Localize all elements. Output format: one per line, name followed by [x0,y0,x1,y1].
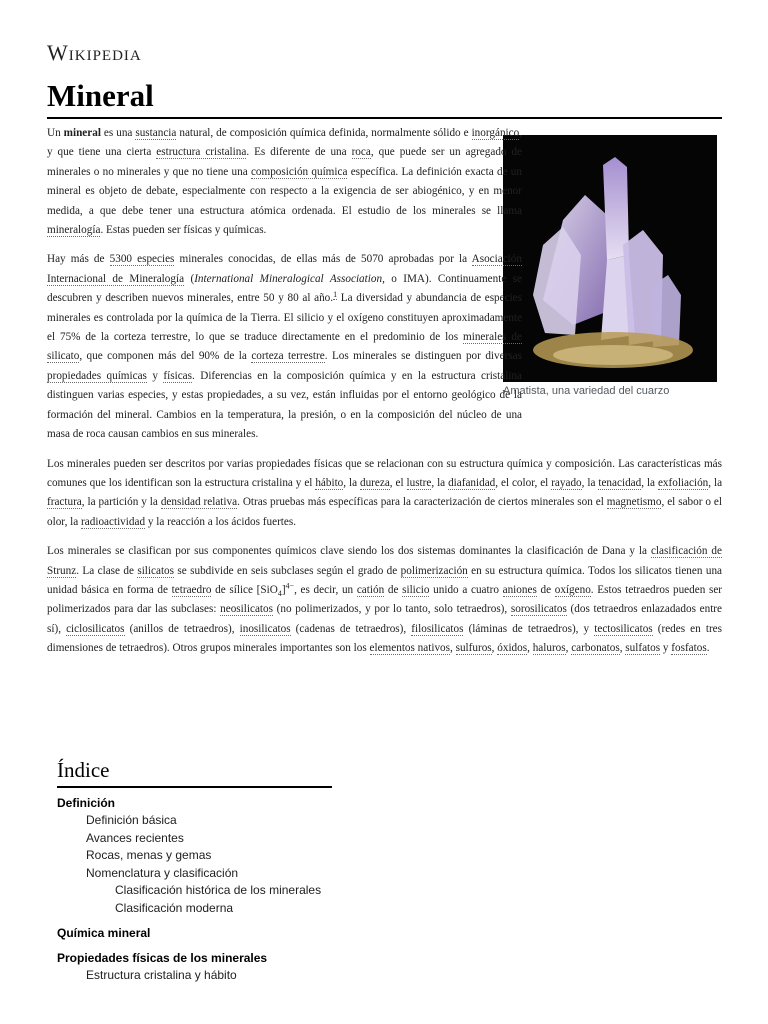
text-run: , la [708,476,723,489]
wiki-link[interactable]: inosilicatos [239,622,291,635]
text-run: se subdivide en seis subclases según el grado de [174,564,401,577]
wiki-link[interactable]: minerales de silicato [47,331,522,363]
text-run: (anillos de tetraedros), [124,622,240,635]
wiki-link[interactable]: óxidos [497,642,528,655]
toc-item[interactable]: Nomenclatura y clasificación [86,865,239,880]
figure-caption: Amatista, una variedad del cuarzo [503,385,670,397]
wiki-link[interactable]: sulfatos [625,642,661,655]
text-run: 4− [285,581,295,591]
wiki-link[interactable]: tetraedro [171,583,212,596]
text-run: , el sabor o el olor, la [47,496,722,528]
text-run: , la [581,476,599,489]
text-run: y [146,369,164,382]
wiki-link[interactable]: clasificación de Strunz [47,545,722,577]
text-run: Diferencias en la composición química y en la estructura cristalina distinguen varias especies, y estas propiedades, a su vez, están influidas por el entorno geológico de la formación del mineral. Cambios en la temperatura, la presión, o en la composición del núcleo de una masa de roca causan cambios en sus minerales. [47,369,523,441]
figure-spacer [532,124,722,414]
wiki-link[interactable]: corteza terrestre [251,350,325,363]
wiki-link[interactable]: estructura cristalina [156,146,247,159]
text-run: La diversidad y abundancia de especies minerales es controlada por la química de la Tierra. El silicio y el oxígeno constituyen aproximadamente el 75% de la corteza terrestre, lo que se traduce directamente en el predominio de los [47,292,523,344]
wiki-link[interactable]: magnetismo [606,496,662,509]
text-run: natural, de composición química definida, normalmente sólido e [176,127,472,139]
text-run: , la [641,476,658,489]
toc-item[interactable]: Clasificación histórica de los minerales [115,883,322,897]
toc-item[interactable]: Estructura cristalina y hábito [86,968,237,982]
text-run: , [619,642,626,655]
table-of-contents [57,758,332,985]
text-run: Los minerales pueden ser descritos por varias propiedades físicas que se relacionan con su estructura química y composición. Las características más comunes que los identifican son la estructura cristalina y el [47,457,722,489]
text-run: (redes en tres dimensiones de tetraedros). Otros grupos minerales importantes son los [47,622,722,655]
wiki-link[interactable]: 5300 especies [109,253,175,266]
text-run: , [527,642,533,655]
text-run: . La clase de [76,564,138,577]
toc-list [57,795,332,985]
wiki-link[interactable]: silicatos [137,564,175,577]
wiki-link[interactable]: dureza [359,476,390,489]
text-run: (no polimerizados, y por lo tanto, solo tetraedros), [272,603,511,616]
wiki-link[interactable]: oxígeno [554,583,591,596]
wiki-link[interactable]: sulfuros [455,642,492,655]
text-run: , es decir, un [294,583,357,596]
text-run: , la [431,476,449,489]
text-run: 4 [277,589,282,599]
wiki-link[interactable]: carbonatos [571,642,620,655]
text-run: , [450,642,456,655]
wiki-link[interactable]: filosilicatos [411,622,464,635]
wiki-link[interactable]: polimerización [400,564,468,577]
wiki-link[interactable]: composición química [250,165,348,178]
text-run: de [536,583,555,596]
wiki-link[interactable]: rayado [551,476,582,489]
text-run: de [384,583,403,596]
page-title: Mineral [47,78,154,113]
text-run: Hay más de [47,253,110,266]
title-divider [47,117,722,119]
text-run: minerales conocidas, de ellas más de 5070 aprobadas por la [174,253,472,266]
wiki-link[interactable]: hábito [315,476,344,489]
text-run: (láminas de tetraedros), y [463,622,595,635]
wiki-link[interactable]: catión [356,583,385,596]
wiki-link[interactable]: físicas [163,369,192,382]
wiki-link[interactable]: silicio [402,583,430,596]
text-run: es una [100,127,136,139]
wiki-link[interactable]: sustancia [135,127,177,139]
toc-item[interactable]: Rocas, menas y gemas [86,848,212,862]
reference-link[interactable]: 1 [333,289,338,299]
text-run: específica. La definición exacta de un mineral es objeto de debate, especialmente con respecto a la exigencia de ser abiogénico, y en menor medida, a que debe tener una estructura atómica ordenada. El estudio de los minerales se llama [47,165,522,217]
wiki-link[interactable]: ciclosilicatos [66,622,125,635]
wiki-link[interactable]: lustre [406,476,432,489]
text-run: . Es diferente de una [246,146,352,159]
text-run: ] [281,583,286,596]
text-run: , la [343,476,360,489]
text-run: , el color, el [495,476,552,489]
wikipedia-logo[interactable]: Wikipedia [47,40,142,65]
wiki-link[interactable]: sorosilicatos [510,603,567,616]
text-run: ( [184,272,195,285]
text-run: . Otras pruebas más específicas para la caracterización de ciertos minerales son el [237,496,607,509]
text-run: , y que tiene una cierta [47,127,522,159]
text-run: (dos tetraedros enlazadados entre sí), [47,603,722,635]
toc-item[interactable]: Química mineral [57,926,151,940]
text-run: , que puede ser un agregado de minerales o no minerales y que no tiene una [47,146,523,178]
wiki-link[interactable]: haluros [532,642,566,655]
text-run: Un [47,127,64,139]
toc-gap [57,942,332,950]
text-run: . [706,642,710,655]
text-run: , o IMA). Continuamente se descubren y describen nuevos minerales, entre 50 y 80 al año. [47,272,523,305]
text-run: Los minerales se clasifican por sus componentes químicos clave siendo los dos sistemas dominantes la clasificación de Dana y la [47,545,651,558]
wiki-link[interactable]: tectosilicatos [594,622,653,635]
toc-item[interactable]: Propiedades físicas de los minerales [57,951,268,965]
wiki-link[interactable]: exfoliación [657,476,709,489]
text-run: en su estructura química. Todos los silicatos tienen una unidad básica en forma de [47,564,723,596]
wiki-link[interactable]: inorgánico [471,127,520,139]
wiki-link[interactable]: mineralogía [47,224,101,237]
text-run: , la partición y la [81,496,161,509]
wiki-link[interactable]: tenacidad [598,476,642,489]
text-run: . Estas pueden ser físicas y químicas. [100,224,267,237]
text-run: . Los minerales se distinguen por diversas [324,350,522,363]
text-run: y [660,642,672,655]
wiki-link[interactable]: roca [351,146,371,159]
article-paragraph [47,542,722,658]
wiki-link[interactable]: elementos nativos [369,642,450,655]
text-run: , que componen más del 90% de la [79,350,252,363]
text-run: . Estos tetraedros pueden ser polimerizados para dar las subclases: [47,583,723,616]
wiki-link[interactable]: aniones [502,583,537,596]
toc-item[interactable]: Definición básica [86,813,177,827]
wiki-link[interactable]: fractura [47,496,82,509]
article-paragraph [47,455,722,533]
wiki-link[interactable]: neosilicatos [220,603,273,616]
toc-title: Índice [57,758,110,782]
text-run: mineral [63,127,101,139]
text-run: , [491,642,498,655]
text-run: International Mineralogical Association [194,272,383,285]
wiki-link[interactable]: propiedades químicas [47,369,147,382]
wiki-link[interactable]: Asociación Internacional de Mineralogía [47,253,522,285]
article-body [47,124,722,669]
text-run: , [565,642,572,655]
wiki-link[interactable]: fosfatos [671,642,707,655]
toc-gap [57,917,332,925]
wiki-link[interactable]: diafanidad [448,476,496,489]
toc-item[interactable]: Avances recientes [86,830,184,845]
wiki-link[interactable]: radioactividad [81,515,146,528]
text-run: unido a cuatro [429,583,503,596]
text-run: de sílice [SiO [211,583,278,596]
wiki-link[interactable]: densidad relativa [160,496,238,509]
toc-item[interactable]: Clasificación moderna [115,900,234,915]
text-run: , el [389,476,407,489]
text-run: (cadenas de tetraedros), [290,622,412,635]
text-run: y la reacción a los ácidos fuertes. [145,515,297,528]
toc-divider [57,786,332,788]
toc-item[interactable]: Definición [57,796,116,810]
text-run: . [192,369,195,382]
